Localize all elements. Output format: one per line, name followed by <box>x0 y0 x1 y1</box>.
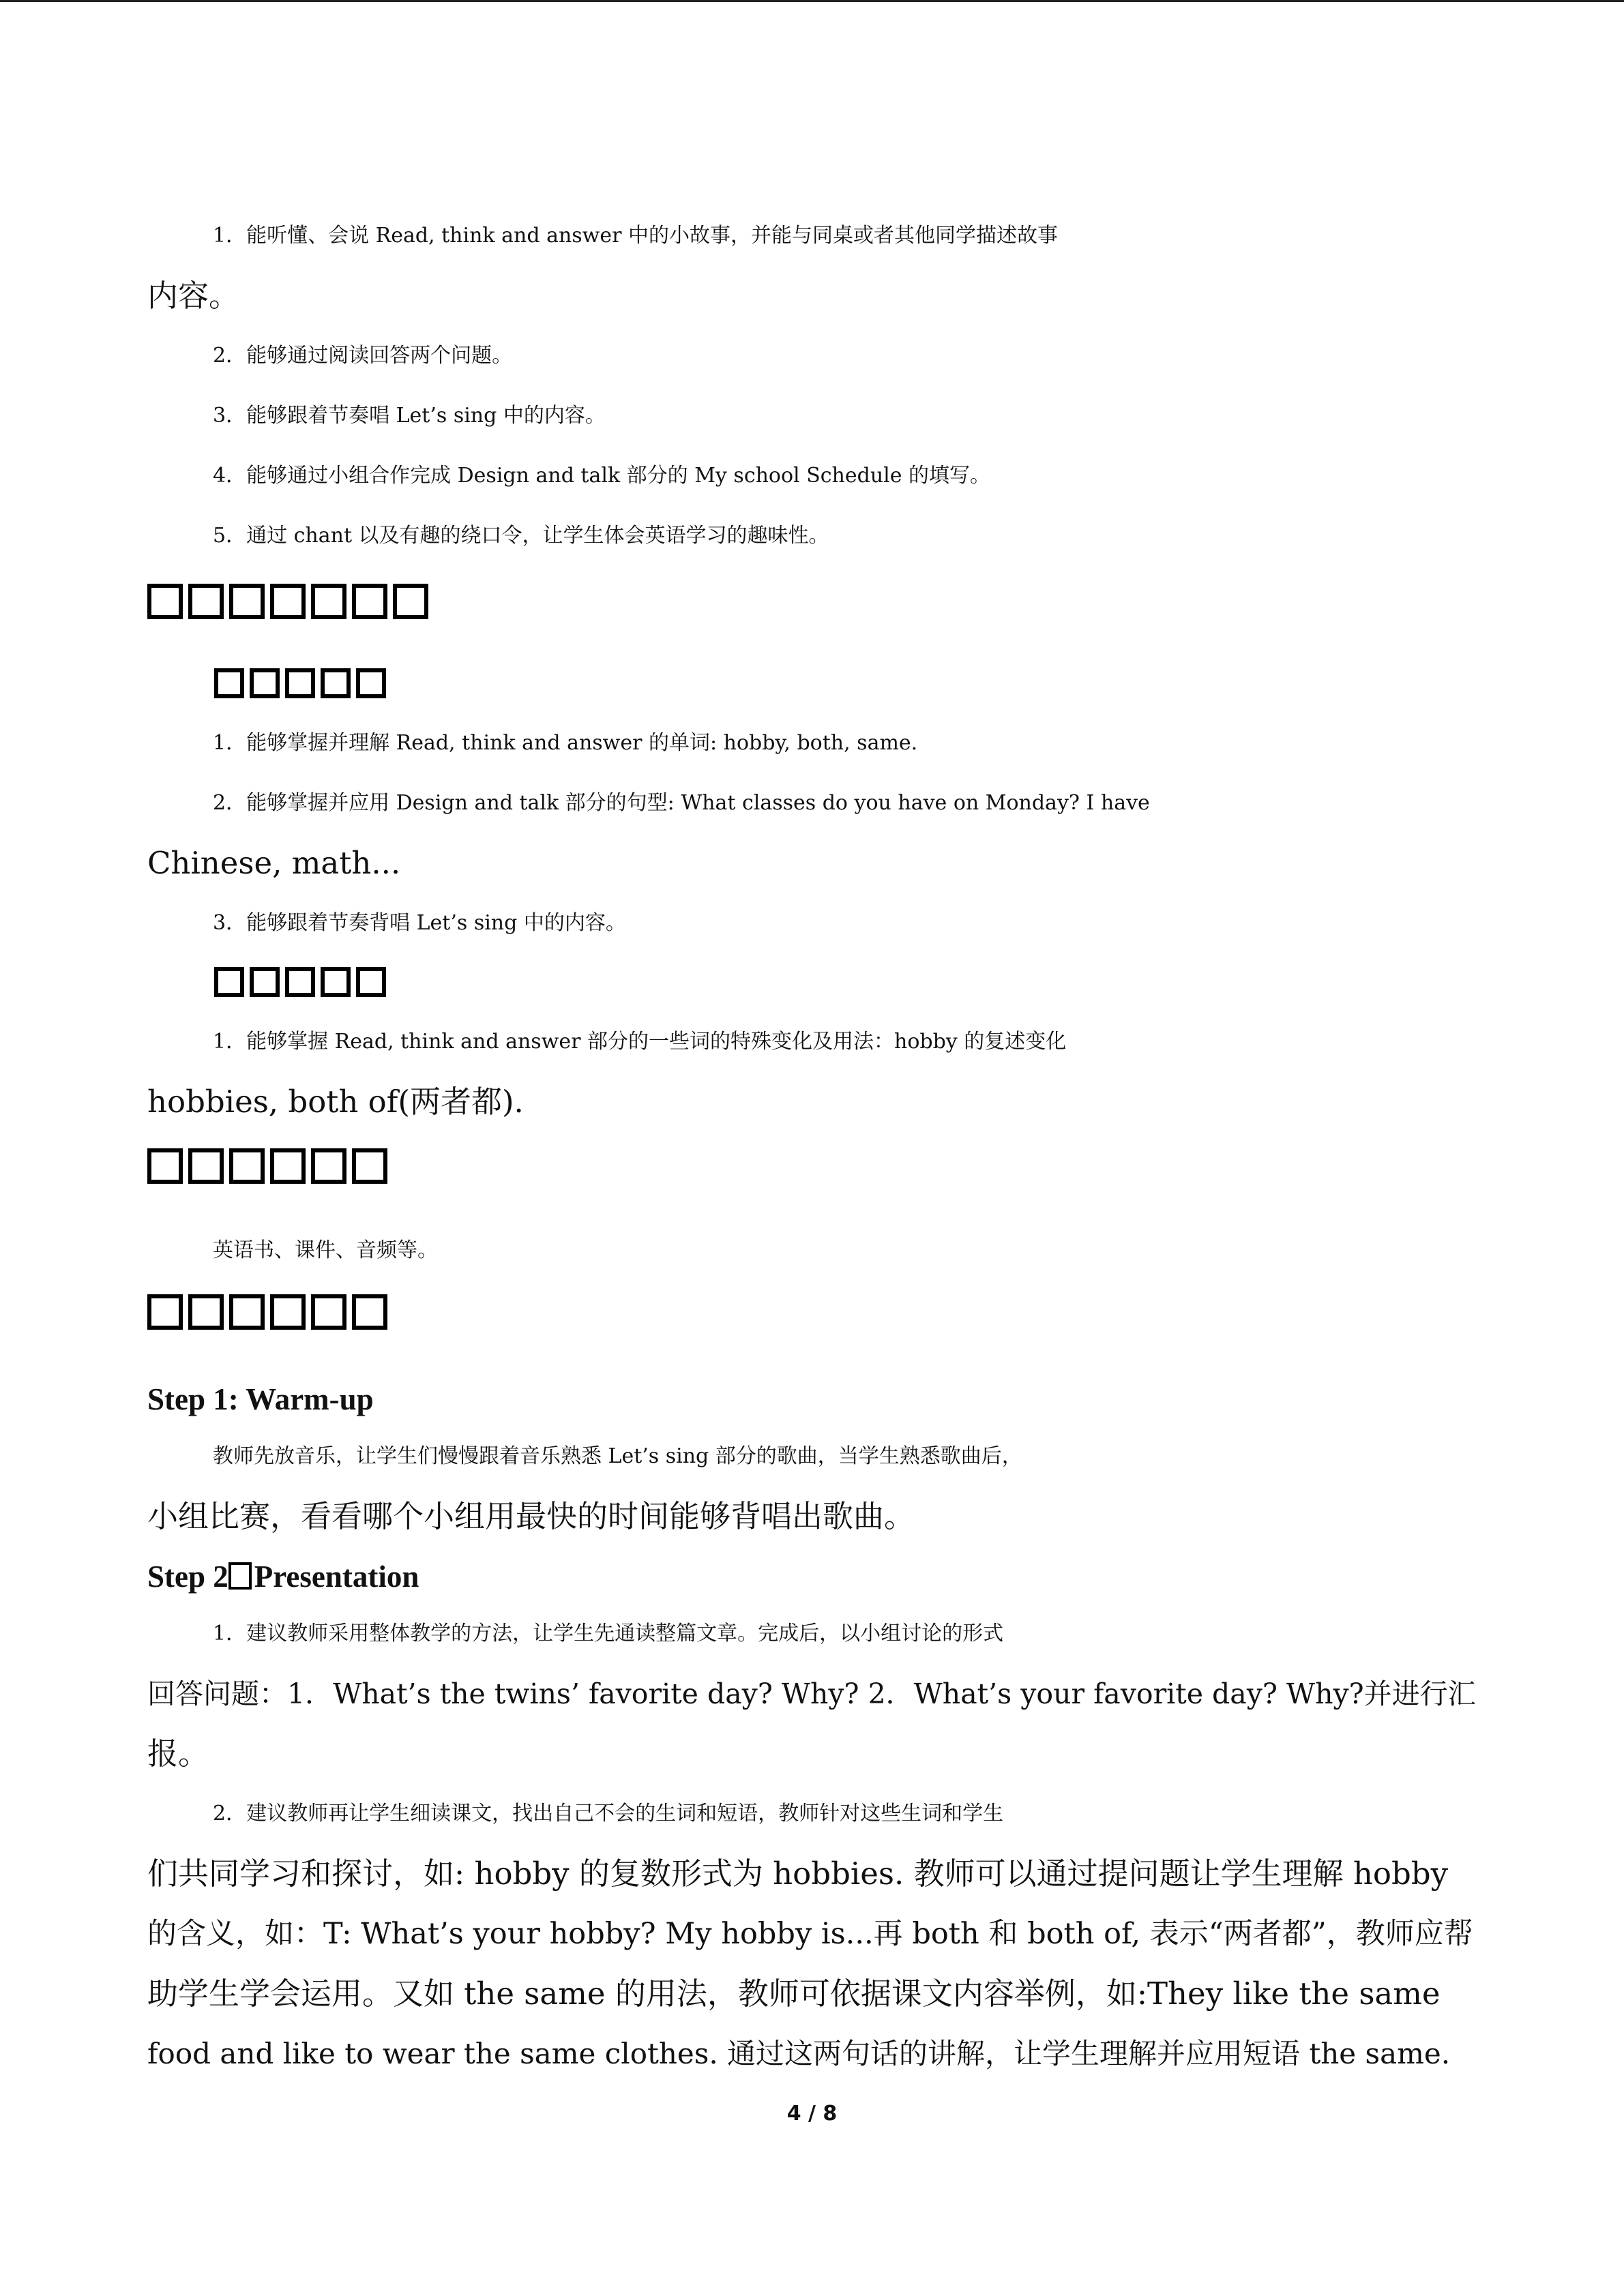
subheading-difficult-points <box>214 967 386 997</box>
step2-line-4: 2．建议教师再让学生细读课文，找出自己不会的生词和短语，教师针对这些生词和学生 <box>213 1802 1004 1825</box>
key-point-3: 3．能够跟着节奏背唱 Let’s sing 中的内容。 <box>213 911 626 935</box>
step2-title-a: Step 2 <box>147 1560 228 1594</box>
goal-line-3: 3．能够跟着节奏唱 Let’s sing 中的内容。 <box>213 404 606 428</box>
key-point-2-cont: Chinese, math... <box>147 845 401 881</box>
section-heading-materials <box>147 1148 387 1184</box>
page-number: 4 / 8 <box>786 2102 838 2126</box>
step2-title <box>147 1547 1477 1607</box>
section-heading-process <box>147 1294 387 1330</box>
step2-line-5: 们共同学习和探讨，如: hobby 的复数形式为 hobbies. 教师可以通过提问题让学生理解 hobby <box>147 1855 1449 1892</box>
key-point-1: 1．能够掌握并理解 Read, think and answer 的单词: hobby, both, same. <box>213 731 918 755</box>
subheading-key-points <box>214 668 386 698</box>
top-border <box>0 0 1624 2</box>
goal-line-1-cont: 内容。 <box>147 278 240 314</box>
step2-line-3: 报。 <box>147 1735 209 1772</box>
goal-line-5: 5．通过 chant 以及有趣的绕口令，让学生体会英语学习的趣味性。 <box>213 524 829 548</box>
step2-title-b: Presentation <box>254 1560 419 1594</box>
goal-line-4: 4．能够通过小组合作完成 Design and talk 部分的 My school Schedule 的填写。 <box>213 464 991 488</box>
key-point-2: 2．能够掌握并应用 Design and talk 部分的句型: What classes do you have on Monday? I have <box>213 791 1150 815</box>
materials-line: 英语书、课件、音频等。 <box>213 1238 438 1262</box>
goal-line-1: 1．能听懂、会说 Read, think and answer 中的小故事，并能与同桌或者其他同学描述故事 <box>213 224 1058 248</box>
step2-line-8: food and like to wear the same clothes. 通过这两句话的讲解，让学生理解并应用短语 the same. <box>147 2037 1451 2070</box>
difficult-point-1: 1．能够掌握 Read, think and answer 部分的一些词的特殊变化及用法：hobby 的复述变化 <box>213 1030 1067 1054</box>
step1-line-2: 小组比赛，看看哪个小组用最快的时间能够背唱出歌曲。 <box>147 1498 915 1534</box>
step2-line-6: 的含义，如：T: What’s your hobby? My hobby is...再 both 和 both of, 表示“两者都”，教师应帮 <box>147 1917 1473 1951</box>
difficult-point-1-cont: hobbies, both of(两者都). <box>147 1084 524 1120</box>
step2-line-1: 1．建议教师采用整体教学的方法，让学生先通读整篇文章。完成后，以小组讨论的形式 <box>213 1622 1004 1645</box>
missing-glyph-box <box>228 1562 252 1590</box>
section-heading-key-difficult <box>147 584 428 619</box>
step2-line-2: 回答问题：1．What’s the twins’ favorite day? Why? 2．What’s your favorite day? Why?并进行汇 <box>147 1678 1476 1710</box>
step1-title: Step 1: Warm-up <box>147 1382 374 1416</box>
step1-line-1: 教师先放音乐，让学生们慢慢跟着音乐熟悉 Let’s sing 部分的歌曲，当学生熟悉歌曲后， <box>213 1444 1022 1468</box>
goal-line-2: 2．能够通过阅读回答两个问题。 <box>213 344 513 368</box>
step2-line-7: 助学生学会运用。又如 the same 的用法，教师可依据课文内容举例，如:They like the same <box>147 1976 1441 2012</box>
